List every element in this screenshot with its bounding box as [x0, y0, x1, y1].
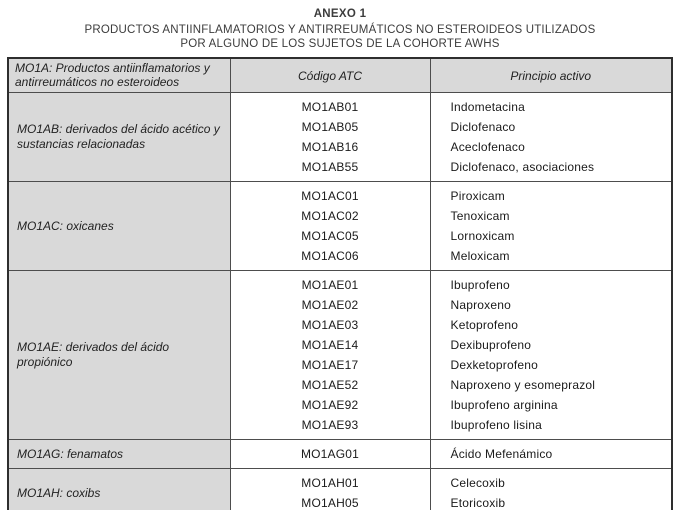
header-codigo-atc: Código ATC: [230, 58, 430, 93]
atc-group-row: [8, 440, 672, 469]
atc-code-value: MO1AE14: [301, 338, 359, 352]
atc-code-value: MO1AC05: [301, 229, 359, 243]
atc-code-value: MO1AB01: [301, 100, 359, 114]
active-principle-value: Etoricoxib: [450, 496, 506, 510]
atc-code-value: MO1AC01: [301, 189, 359, 203]
atc-group-label: MO1AH: coxibs: [8, 469, 230, 510]
atc-code-cell: [230, 93, 430, 182]
atc-group-row: [8, 182, 672, 271]
table-body: [8, 93, 672, 510]
atc-codes-table: [7, 57, 673, 510]
annex-heading: ANEXO 1: [313, 8, 367, 20]
active-principle-value: Naproxeno: [450, 298, 512, 312]
active-principle-cell: [430, 440, 672, 469]
atc-group-row: [8, 93, 672, 182]
atc-group-label: MO1AB: derivados del ácido acético y sustancias relacionadas: [8, 93, 230, 182]
atc-group-row: [8, 469, 672, 510]
active-principle-cell: [430, 93, 672, 182]
atc-code-value: MO1AC06: [301, 249, 359, 263]
active-principle-value: Aceclofenaco: [450, 140, 525, 154]
atc-code-value: MO1AC02: [301, 209, 359, 223]
atc-code-value: MO1AE52: [301, 378, 359, 392]
atc-code-value: MO1AE03: [301, 318, 359, 332]
active-principle-cell: [430, 469, 672, 510]
active-principle-value: Ácido Mefenámico: [450, 447, 553, 461]
active-principle-value: Diclofenaco: [450, 120, 516, 134]
atc-code-value: MO1AB16: [301, 140, 359, 154]
active-principle-value: Celecoxib: [450, 476, 505, 490]
atc-code-value: MO1AE02: [301, 298, 359, 312]
active-principle-value: Ibuprofeno arginina: [450, 398, 558, 412]
active-principle-value: Indometacina: [450, 100, 525, 114]
atc-group-row: [8, 271, 672, 440]
table-header-row: [8, 58, 672, 93]
active-principle-value: Diclofenaco, asociaciones: [450, 160, 595, 174]
active-principle-value: Ibuprofeno lisina: [450, 418, 542, 432]
active-principle-value: Tenoxicam: [450, 209, 510, 223]
active-principle-value: Lornoxicam: [450, 229, 515, 243]
atc-code-cell: [230, 271, 430, 440]
active-principle-cell: [430, 271, 672, 440]
active-principle-cell: [430, 182, 672, 271]
atc-code-value: MO1AE93: [301, 418, 359, 432]
title-line-2: PRODUCTOS ANTIINFLAMATORIOS Y ANTIRREUMÁTICOS NO ESTEROIDEOS UTILIZADOS: [84, 24, 596, 36]
atc-code-value: MO1AH01: [301, 476, 359, 490]
atc-code-value: MO1AB55: [301, 160, 359, 174]
atc-code-cell: [230, 182, 430, 271]
atc-code-value: MO1AE17: [301, 358, 359, 372]
atc-code-value: MO1AE01: [301, 278, 359, 292]
title-line-3: POR ALGUNO DE LOS SUJETOS DE LA COHORTE AWHS: [180, 38, 500, 50]
document-title: [0, 0, 680, 51]
atc-code-value: MO1AG01: [300, 447, 360, 461]
atc-code-cell: [230, 469, 430, 510]
header-group-label: MO1A: Productos antiinflamatorios y antirreumáticos no esteroideos: [8, 58, 230, 93]
active-principle-value: Ketoprofeno: [450, 318, 519, 332]
active-principle-value: Naproxeno y esomeprazol: [450, 378, 596, 392]
active-principle-value: Dexibuprofeno: [450, 338, 532, 352]
atc-code-cell: [230, 440, 430, 469]
atc-group-label: MO1AG: fenamatos: [8, 440, 230, 469]
active-principle-value: Meloxicam: [450, 249, 510, 263]
active-principle-value: Ibuprofeno: [450, 278, 510, 292]
header-principio-activo: Principio activo: [430, 58, 672, 93]
active-principle-value: Piroxicam: [450, 189, 505, 203]
atc-group-label: MO1AE: derivados del ácido propiónico: [8, 271, 230, 440]
active-principle-value: Dexketoprofeno: [450, 358, 539, 372]
atc-code-value: MO1AH05: [301, 496, 359, 510]
atc-code-value: MO1AE92: [301, 398, 359, 412]
atc-code-value: MO1AB05: [301, 120, 359, 134]
atc-group-label: MO1AC: oxicanes: [8, 182, 230, 271]
